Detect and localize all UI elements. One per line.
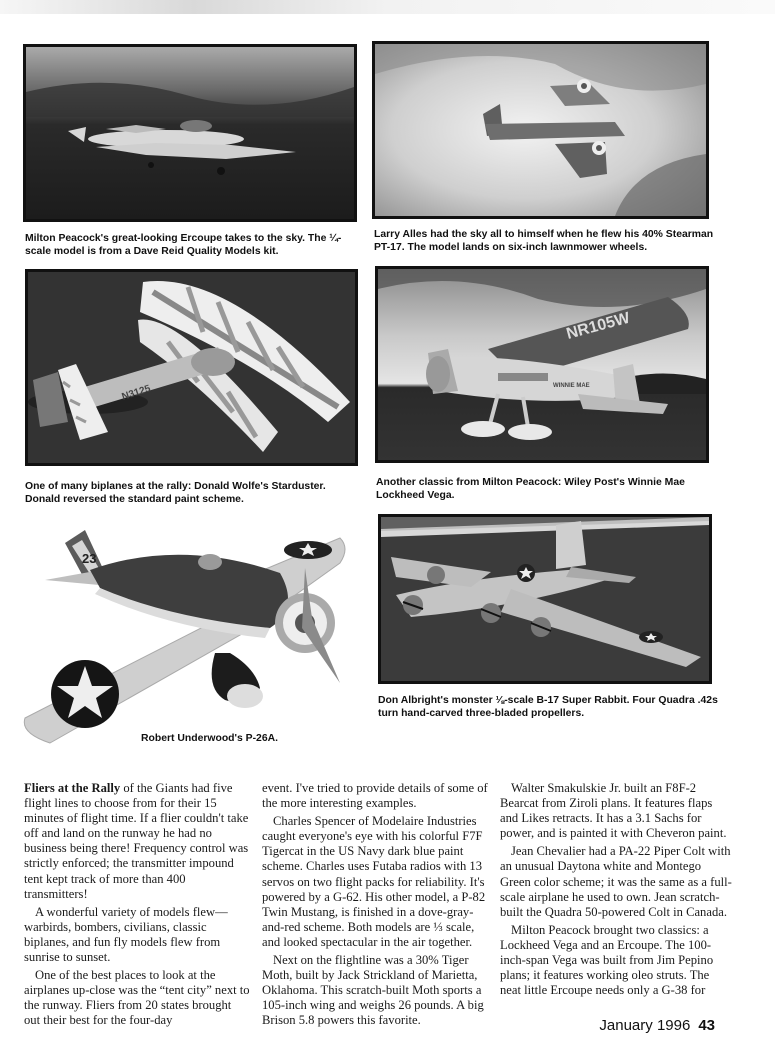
article-run-in-heading: Fliers at the Rally: [24, 781, 121, 795]
photo-vega: [375, 266, 709, 463]
photo-caption-p26a: Robert Underwood's P-26A.: [141, 733, 278, 744]
article-paragraph: event. I've tried to provide details of some of the more interesting examples.: [262, 781, 488, 811]
vega-registration: NR105W: [564, 309, 632, 343]
article-column-3: [500, 781, 732, 1001]
p26a-tail-number: 23: [82, 551, 97, 566]
photo-caption-starduster: One of many biplanes at the rally: Donald Wolfe's Starduster. Donald reversed the standard paint scheme.: [25, 481, 326, 505]
issue-date: January 1996: [599, 1017, 691, 1034]
vega-fuselage-text: WINNIE MAE: [553, 383, 590, 389]
article-paragraph: Milton Peacock brought two classics: a Lockheed Vega and an Ercoupe. The 100-inch-span Vega was built from Jim Pepino plans; it features working oleo struts. The neat little Ercoupe needs only a G-38 for: [500, 922, 714, 998]
photo-starduster: [25, 269, 358, 466]
photo-p26a: [20, 518, 350, 753]
photo-caption-b17: Don Albright's monster ⅛-scale B-17 Super Rabbit. Four Quadra .42s turn hand-carved three-bladed propellers.: [378, 695, 718, 719]
photo-ercoupe: [23, 44, 357, 222]
page-number: 43: [698, 1017, 715, 1034]
photo-b17: [378, 514, 712, 684]
photo-stearman: [372, 41, 709, 219]
article-column-2: [262, 781, 490, 1032]
article-paragraph: Walter Smakulskie Jr. built an F8F-2 Bearcat from Ziroli plans. It features flaps and Likes retracts. It has a 3.1 Sachs for power, and is painted it with Cheveron paint.: [500, 781, 727, 841]
photo-caption-vega: Another classic from Milton Peacock: Wiley Post's Winnie Mae Lockheed Vega.: [376, 477, 685, 501]
article-paragraph: Fliers at the Rally of the Giants had five flight lines to choose from for their 15 minutes of flight time. If a flier couldn't take off and land on the runway he had no business being there! Frequency control was strictly enforced; the transmitter impound tent kept track of more than 400 transmitters!: [24, 781, 249, 901]
starduster-registration: N3125: [120, 383, 152, 403]
article-paragraph: Next on the flightline was a 30% Tiger Moth, built by Jack Strickland of Marietta, Oklahoma. This scratch-built Moth sports a 105-inch wing and weighs 26 pounds. A big Brison 5.8 powers this favorite.: [262, 953, 484, 1028]
article-paragraph: A wonderful variety of models flew—warbirds, bombers, civilians, classic biplanes, and fun fly models flew from sunrise to sunset.: [24, 904, 228, 965]
page-top-shading: [0, 0, 775, 14]
article-paragraph: One of the best places to look at the airplanes up-close was the “tent city” next to the runway. Fliers from 20 states brought out their best for the four-day: [24, 968, 250, 1028]
article-paragraph: Jean Chevalier had a PA-22 Piper Colt with an unusual Daytona white and Montego Green color scheme; it was the same as a full-scale airplane he used to own. Jean scratch-built the Quadra 50-powered Colt in Canada.: [500, 844, 732, 919]
photo-caption-stearman: Larry Alles had the sky all to himself when he flew his 40% Stearman PT-17. The model lands on six-inch lawnmower wheels.: [374, 229, 714, 253]
article-column-1: [24, 781, 250, 1032]
page-footer: [599, 1017, 715, 1034]
photo-caption-ercoupe: Milton Peacock's great-looking Ercoupe takes to the sky. The ¼-scale model is from a Dave Reid Quality Models kit.: [25, 233, 342, 257]
article-paragraph: Charles Spencer of Modelaire Industries caught everyone's eye with his colorful F7F Tigercat in the US Navy dark blue paint scheme. Charles uses Futaba radios with 13 servos on two flight packs for reliability. It's powered by a G-62. His other model, a P-82 Twin Mustang, is finished in a dove-gray-and-red scheme. Both models are ⅓ scale, and looked spectacular in the air together.: [262, 814, 486, 949]
